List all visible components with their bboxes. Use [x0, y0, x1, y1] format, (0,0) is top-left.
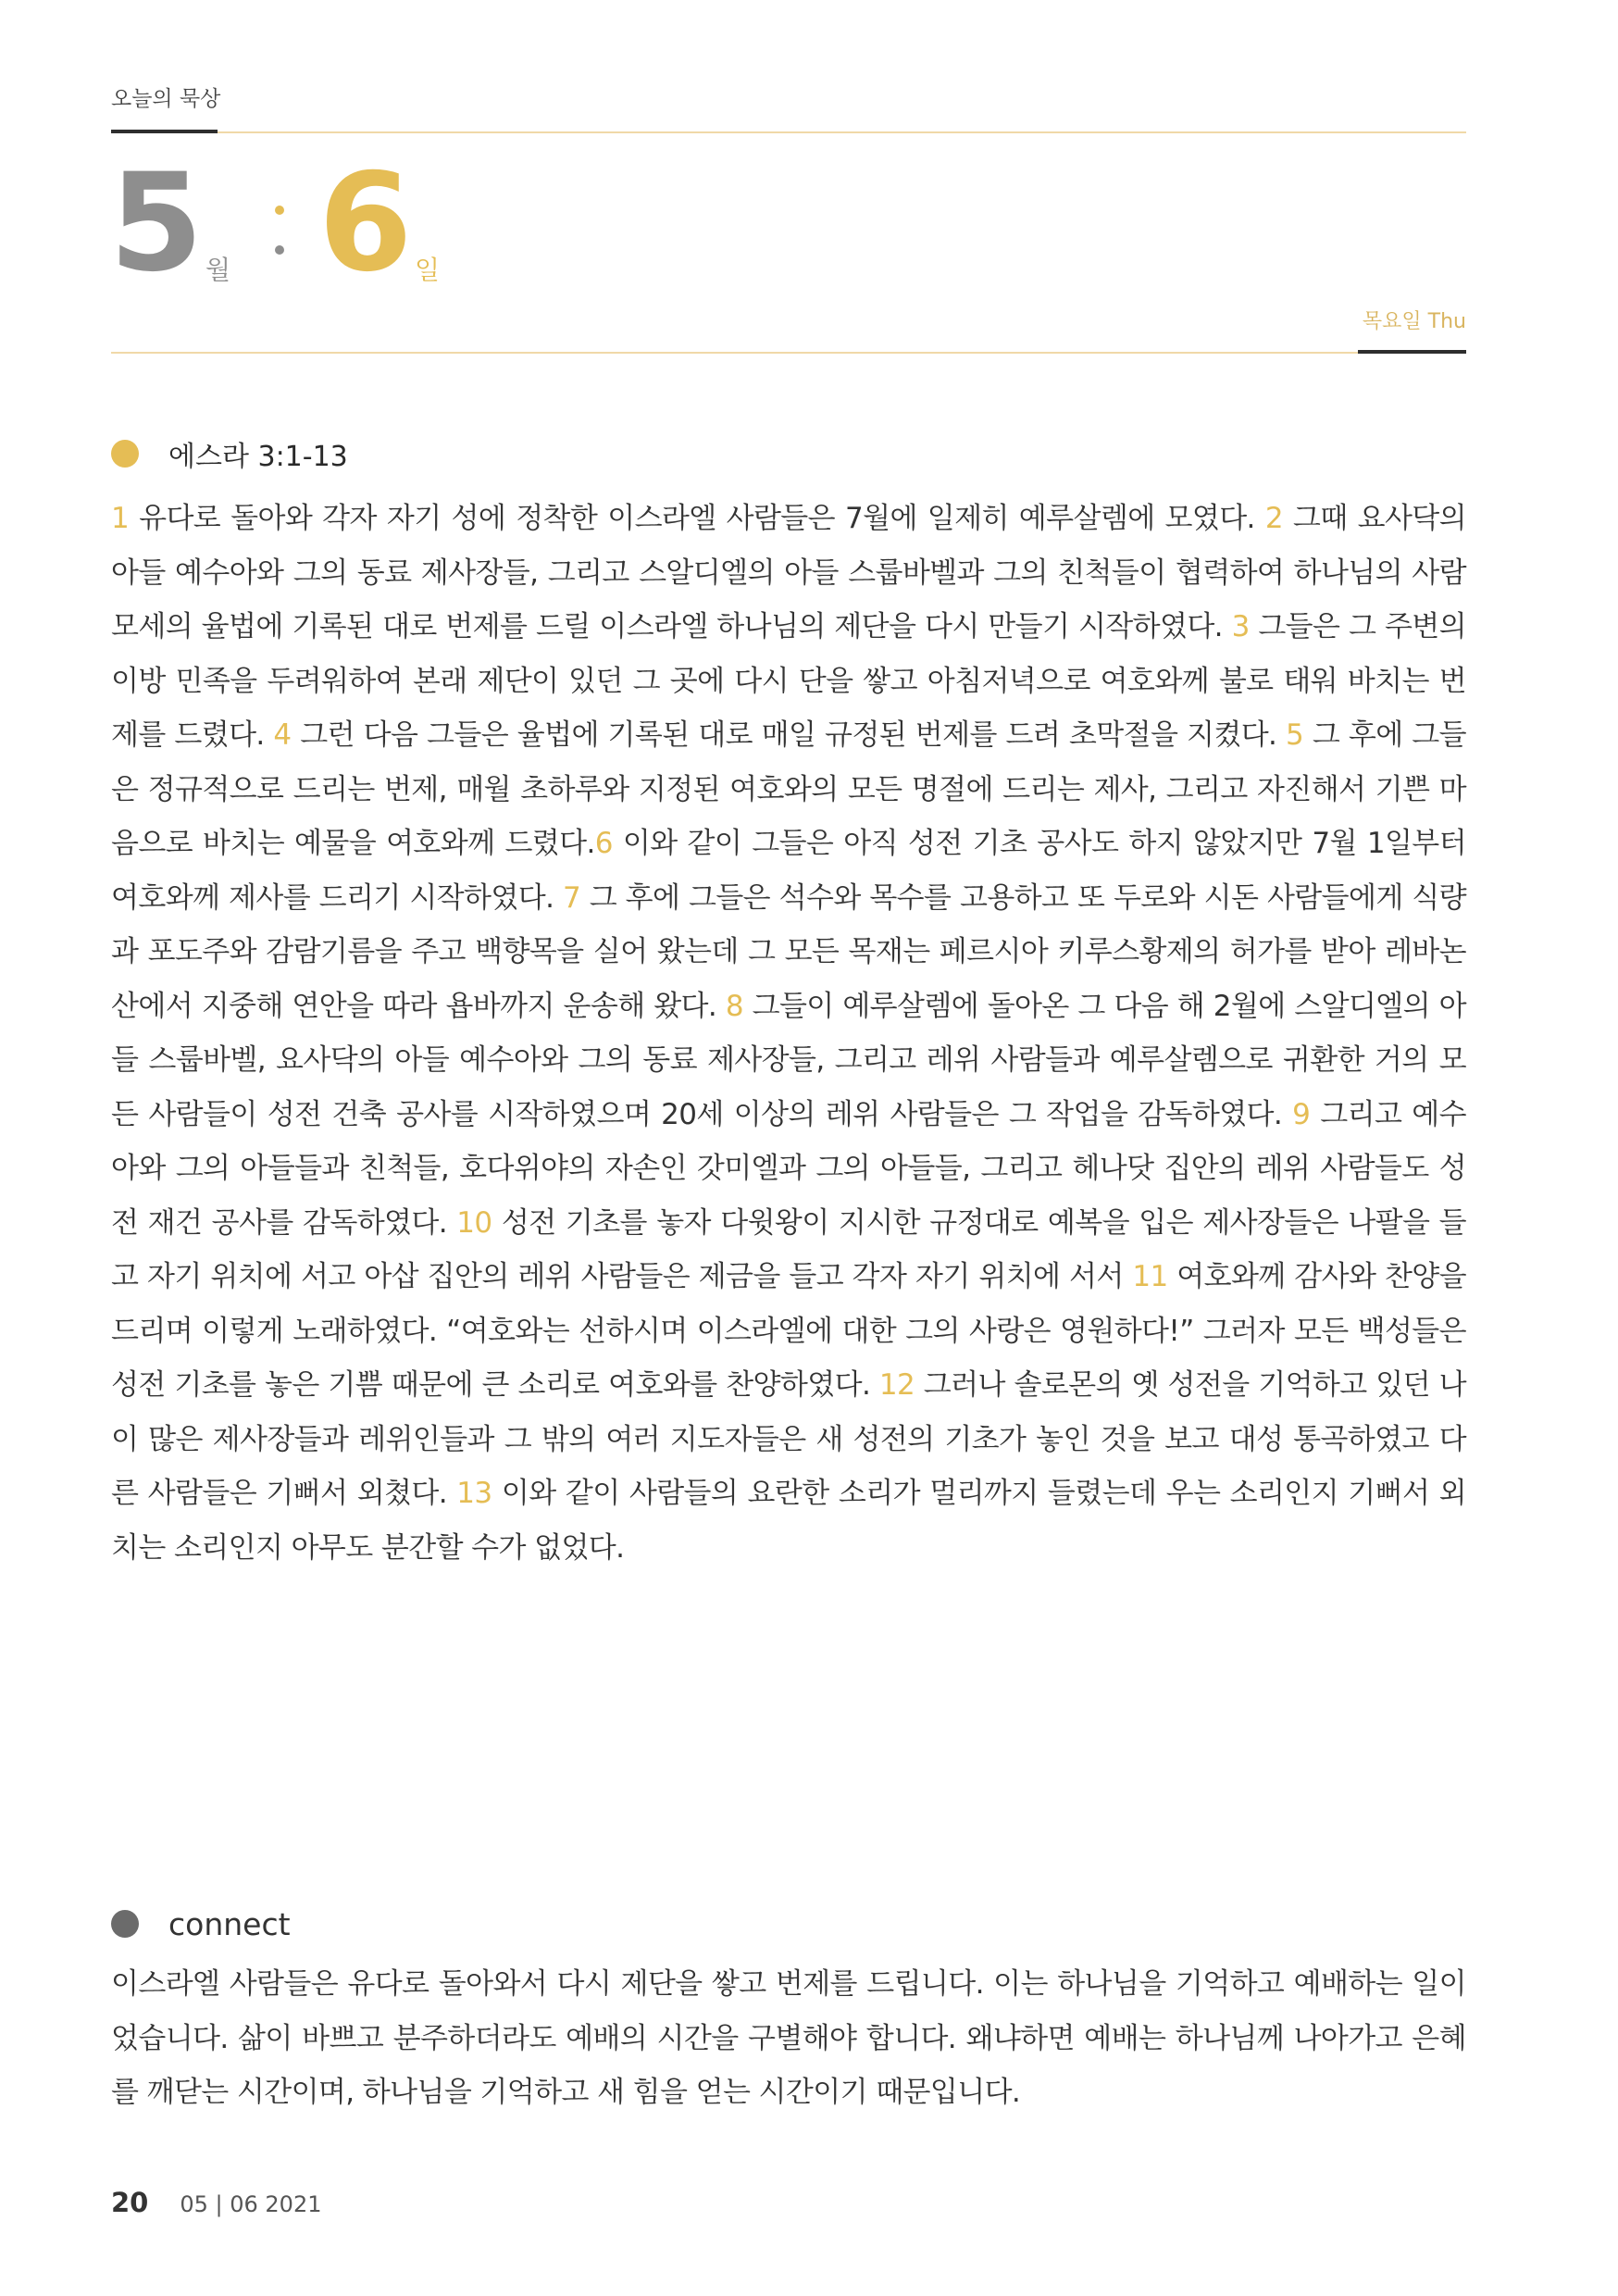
verse-text: 이와 같이 그들은 아직 성전 기초 공사도 하지 않았지만 7월 1일부터 여호와께 제사를 드리기 시작하였다.	[111, 827, 1466, 915]
verse-number: 4	[273, 718, 292, 752]
connect-body: 이스라엘 사람들은 유다로 돌아와서 다시 제단을 쌓고 번제를 드립니다. 이는 하나님을 기억하고 예배하는 일이었습니다. 삶이 바쁘고 분주하더라도 예배의 시간을 구별해야 합니다. 왜냐하면 예배는 하나님께 나아가고 은혜를 깨닫는 시간이며, 하나님을 기억하고 새 힘을 얻는 시간이기 때문입니다.	[111, 1967, 1466, 2109]
verse-number: 6	[594, 827, 613, 860]
verse-text: 그런 다음 그들은 율법에 기록된 대로 매일 규정된 번제를 드려 초막절을 지켰다.	[291, 718, 1287, 752]
verse-number: 2	[1264, 502, 1283, 535]
page-number: 20	[111, 2187, 149, 2218]
verse-number: 11	[1132, 1260, 1168, 1293]
scripture-body	[111, 492, 1466, 1575]
verse-number: 8	[725, 989, 743, 1023]
date-rule-accent	[1358, 350, 1466, 354]
bullet-dot-icon	[111, 1910, 139, 1938]
verse-text: 그러나 솔로몬의 옛 성전을 기억하고 있던 나이 많은 제사장들과 레위인들과 그 밖의 여러 지도자들은 새 성전의 기초가 놓인 것을 보고 대성 통곡하였고 다른 사람들은 기뻐서 외쳤다.	[111, 1368, 1466, 1510]
page-footer	[111, 2187, 322, 2218]
day-unit: 일	[415, 255, 441, 285]
verse-number: 1	[111, 502, 130, 535]
verse-text: 유다로 돌아와 각자 자기 성에 정착한 이스라엘 사람들은 7월에 일제히 예루살렘에 모였다.	[129, 502, 1265, 535]
scripture-heading	[111, 435, 348, 472]
verse-number: 12	[878, 1368, 915, 1402]
month-unit: 월	[205, 255, 231, 285]
verse-number: 10	[456, 1205, 492, 1240]
verse-number: 13	[456, 1477, 492, 1510]
day-number: 6	[318, 144, 413, 302]
date-rule	[111, 352, 1466, 354]
scripture-reference: 에스라 3:1-13	[168, 441, 348, 473]
weekday-label: 목요일 Thu	[1362, 310, 1466, 333]
connect-heading	[111, 1905, 291, 1942]
month-number: 5	[109, 144, 204, 302]
verse-text: 그들이 예루살렘에 돌아온 그 다음 해 2월에 스알디엘의 아들 스룹바벨, 요사닥의 아들 예수아와 그의 동료 제사장들, 그리고 레위 사람들과 예루살렘으로 귀환한 거의 모든 사람들이 성전 건축 공사를 시작하였으며 20세 이상의 레위 사람들은 그 작업을 감독하였다.	[111, 989, 1467, 1131]
verse-text: 그리고 예수아와 그의 아들들과 친척들, 호다위야의 자손인 갓미엘과 그의 아들들, 그리고 헤나닷 집안의 레위 사람들도 성전 재건 공사를 감독하였다.	[111, 1097, 1466, 1240]
verse-number: 7	[562, 880, 581, 915]
connect-title: connect	[168, 1905, 291, 1942]
bullet-dot-icon	[111, 440, 139, 468]
verse-text: 여호와께 감사와 찬양을 드리며 이렇게 노래하였다. “여호와는 선하시며 이스라엘에 대한 그의 사랑은 영원하다!” 그러자 모든 백성들은 성전 기초를 놓은 기쁨 때문에 큰 소리로 여호와를 찬양하였다.	[111, 1260, 1466, 1402]
verse-text: 그들은 그 주변의 이방 민족을 두려워하여 본래 제단이 있던 그 곳에 다시 단을 쌓고 아침저녁으로 여호와께 불로 태워 바치는 번제를 드렸다.	[111, 610, 1467, 752]
verse-number: 9	[1292, 1097, 1311, 1131]
header-rule	[111, 131, 1466, 133]
verse-text: 성전 기초를 놓자 다윗왕이 지시한 규정대로 예복을 입은 제사장들은 나팔을 들고 자기 위치에 서고 아삽 집안의 레위 사람들은 제금을 들고 각자 자기 위치에 서서	[111, 1205, 1466, 1293]
verse-number: 3	[1231, 610, 1250, 643]
verse-text: 그때 요사닥의 아들 예수아와 그의 동료 제사장들, 그리고 스알디엘의 아들 스룹바벨과 그의 친척들이 협력하여 하나님의 사람 모세의 율법에 기록된 대로 번제를 드릴 이스라엘 하나님의 제단을 다시 만들기 시작하였다.	[111, 502, 1466, 643]
issue-date: 05 | 06 2021	[180, 2191, 322, 2217]
colon-dot-bottom	[275, 245, 284, 255]
verse-text: 그 후에 그들은 정규적으로 드리는 번제, 매월 초하루와 지정된 여호와의 모든 명절에 드리는 제사, 그리고 자진해서 기쁜 마음으로 바치는 예물을 여호와께 드렸다.	[111, 718, 1466, 860]
verse-text: 그 후에 그들은 석수와 목수를 고용하고 또 두로와 시돈 사람들에게 식량과 포도주와 감람기름을 주고 백향목을 실어 왔는데 그 모든 목재는 페르시아 키루스황제의 허가를 받아 레바논 산에서 지중해 연안을 따라 욥바까지 운송해 왔다.	[111, 880, 1466, 1023]
colon-dot-top	[275, 206, 284, 215]
section-label: 오늘의 묵상	[111, 87, 221, 111]
verse-number: 5	[1286, 718, 1304, 752]
header-rule-accent	[111, 130, 218, 133]
verse-text: 이와 같이 사람들의 요란한 소리가 멀리까지 들렸는데 우는 소리인지 기뻐서 외치는 소리인지 아무도 분간할 수가 없었다.	[111, 1477, 1466, 1565]
